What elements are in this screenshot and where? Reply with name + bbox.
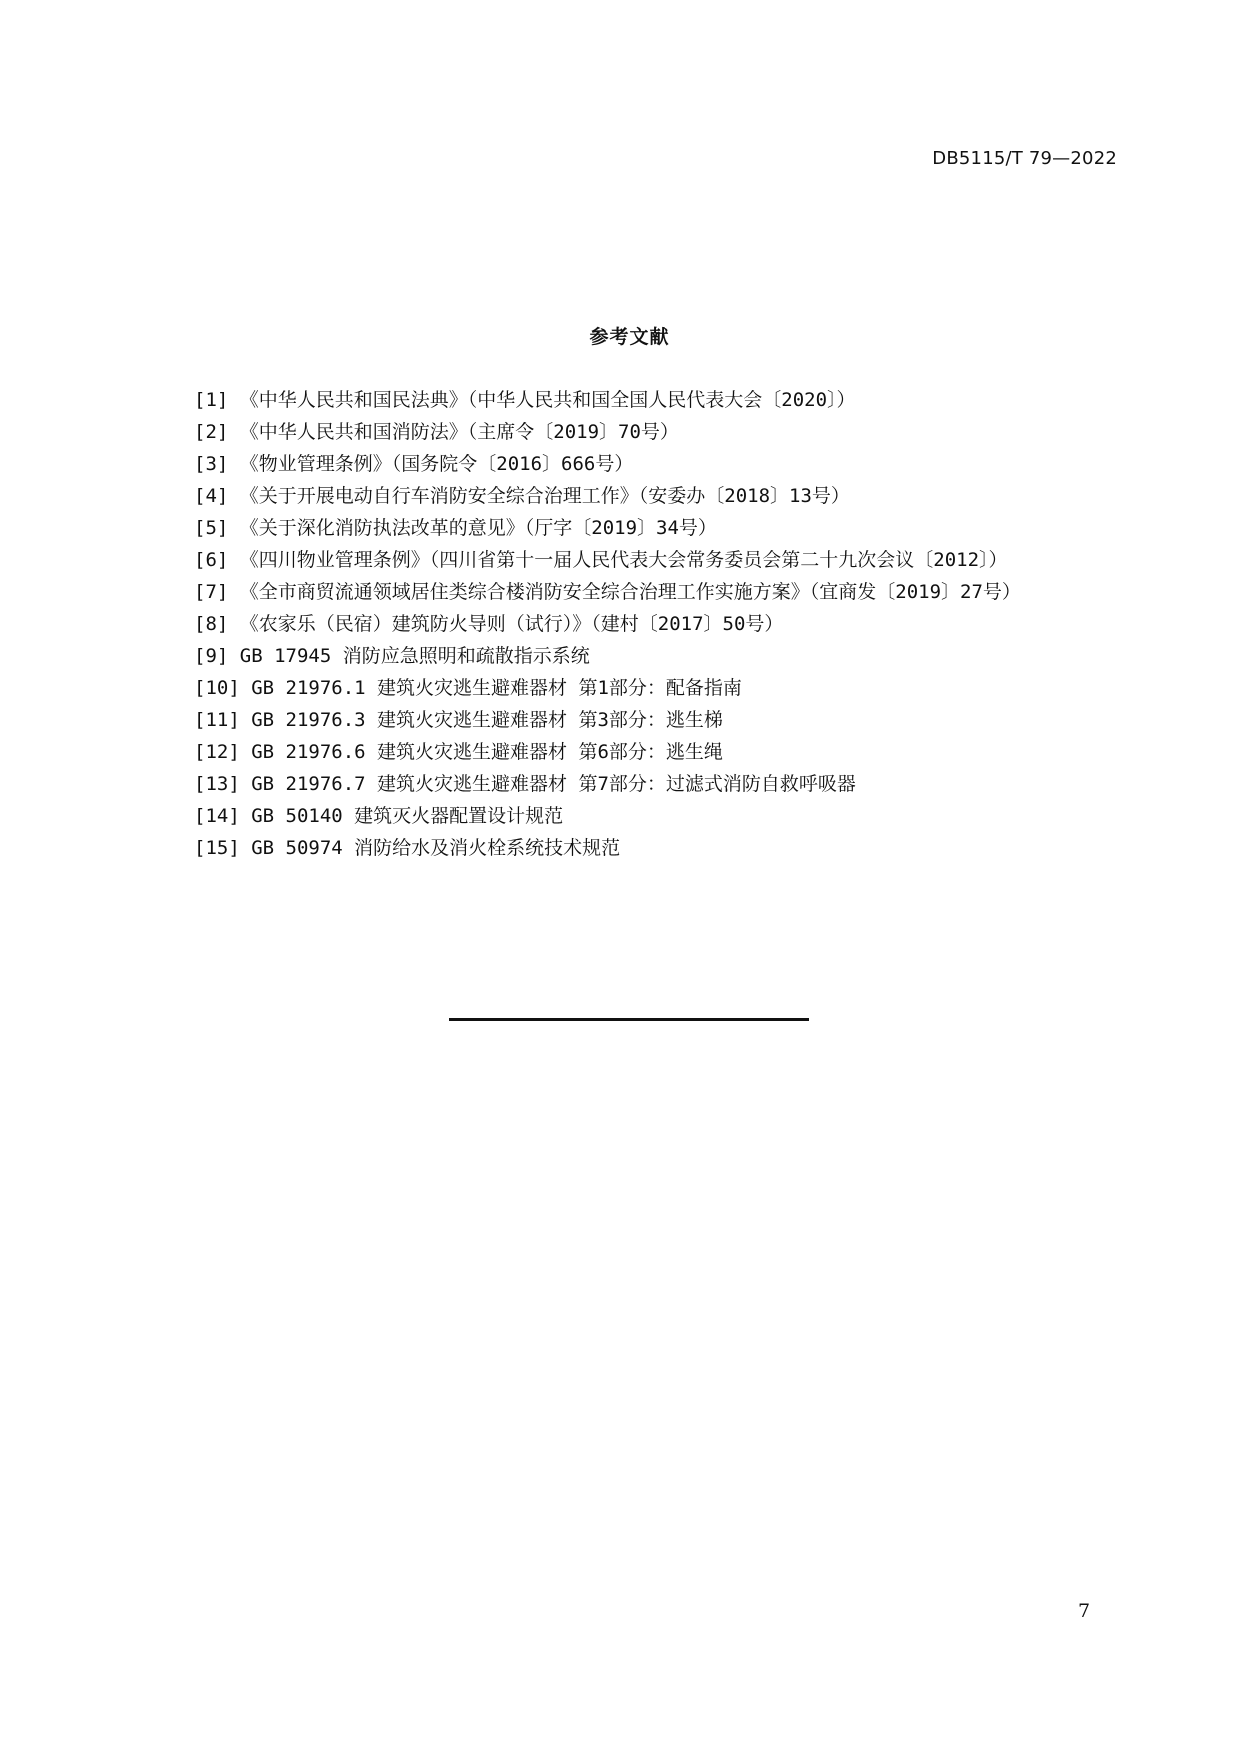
reference-item <box>151 832 1117 864</box>
reference-item <box>151 672 1117 704</box>
reference-item <box>151 384 1117 416</box>
page-number: 7 <box>1078 1600 1091 1622</box>
reference-text: [5] 《关于深化消防执法改革的意见》（厅字〔2019〕34号） <box>194 517 717 539</box>
reference-item <box>151 768 1117 800</box>
reference-text: [9] GB 17945 消防应急照明和疏散指示系统 <box>194 645 590 667</box>
reference-text: [3] 《物业管理条例》（国务院令〔2016〕666号） <box>194 453 634 475</box>
reference-text: [14] GB 50140 建筑灭火器配置设计规范 <box>194 805 564 827</box>
reference-text: [2] 《中华人民共和国消防法》（主席令〔2019〕70号） <box>194 421 679 443</box>
reference-text: [6] 《四川物业管理条例》（四川省第十一届人民代表大会常务委员会第二十九次会议〔2012〕） <box>194 549 1008 571</box>
end-of-document-rule <box>449 1018 809 1021</box>
reference-item <box>151 544 1117 576</box>
reference-text: [13] GB 21976.7 建筑火灾逃生避难器材 第7部分：过滤式消防自救呼吸器 <box>194 773 856 795</box>
reference-item <box>151 736 1117 768</box>
reference-item <box>151 640 1117 672</box>
reference-item <box>151 416 1117 448</box>
reference-text: [7] 《全市商贸流通领域居住类综合楼消防安全综合治理工作实施方案》（宜商发〔2019〕27号） <box>194 581 1021 603</box>
reference-item <box>151 704 1117 736</box>
reference-text: [12] GB 21976.6 建筑火灾逃生避难器材 第6部分：逃生绳 <box>194 741 723 763</box>
reference-text: [4] 《关于开展电动自行车消防安全综合治理工作》（安委办〔2018〕13号） <box>194 485 850 507</box>
reference-item <box>151 576 1117 608</box>
reference-text: [11] GB 21976.3 建筑火灾逃生避难器材 第3部分：逃生梯 <box>194 709 723 731</box>
reference-item <box>151 800 1117 832</box>
section-title: 参考文献 <box>589 326 670 348</box>
reference-text: [15] GB 50974 消防给水及消火栓系统技术规范 <box>194 837 621 859</box>
reference-item <box>151 448 1117 480</box>
reference-text: [8] 《农家乐（民宿）建筑防火导则（试行）》（建村〔2017〕50号） <box>194 613 784 635</box>
reference-list <box>151 384 1117 864</box>
reference-item <box>151 608 1117 640</box>
reference-item <box>151 480 1117 512</box>
reference-text: [10] GB 21976.1 建筑火灾逃生避难器材 第1部分：配备指南 <box>194 677 742 699</box>
document-code: DB5115/T 79—2022 <box>932 148 1117 169</box>
reference-text: [1] 《中华人民共和国民法典》（中华人民共和国全国人民代表大会〔2020〕） <box>194 389 856 411</box>
reference-item <box>151 512 1117 544</box>
